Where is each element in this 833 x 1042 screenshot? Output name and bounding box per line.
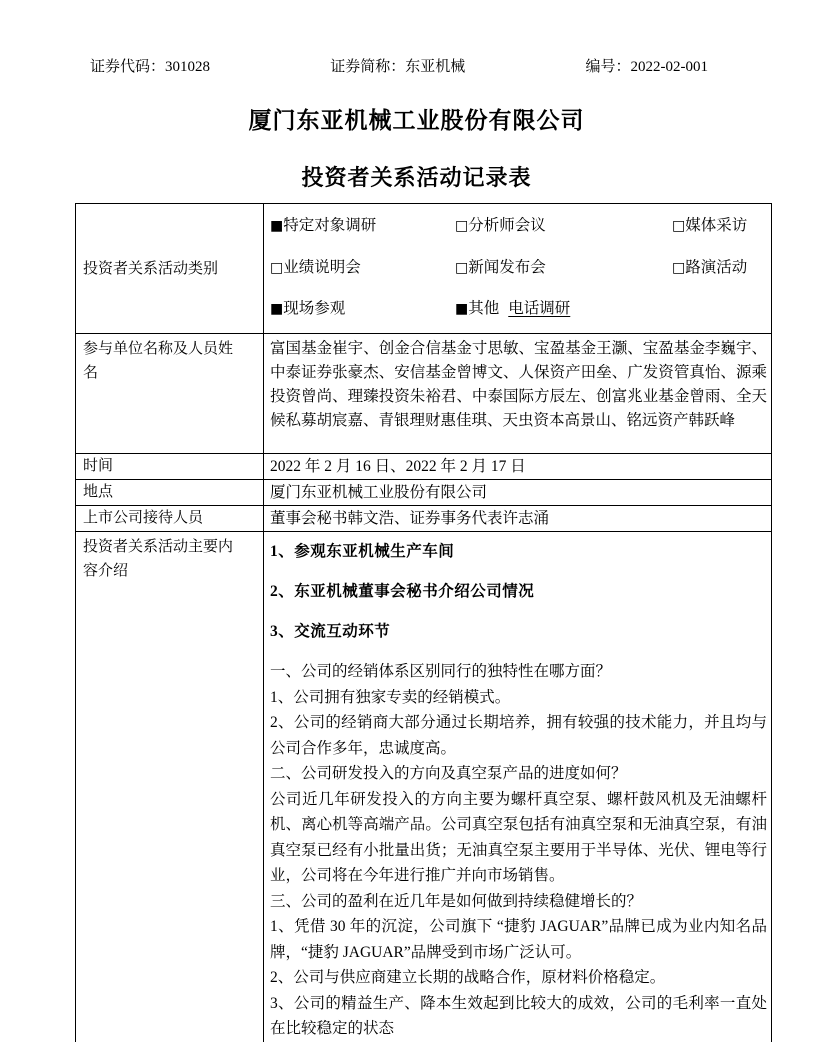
other-option-detail: 电话调研	[508, 300, 571, 317]
stock-code	[90, 57, 210, 77]
option-label: 媒体采访	[685, 217, 748, 234]
qa-question-1: 一、公司的经销体系区别同行的独特性在哪方面？	[270, 663, 612, 680]
qa-answer-1b: 2、公司的经销商大部分通过长期培养，拥有较强的技术能力，并且均与公司合作多年，忠诚度高。	[270, 714, 767, 757]
qa-answer-1a: 1、公司拥有独家专卖的经销模式。	[270, 688, 511, 706]
checkbox-line-2	[270, 257, 767, 279]
row-main-content	[76, 532, 771, 1042]
agenda-item-1: 1、参观东亚机械生产车间	[270, 543, 455, 560]
row-hosts	[76, 506, 771, 532]
agenda-item-3: 3、交流互动环节	[270, 623, 391, 640]
unchecked-checkbox-icon: □	[270, 259, 284, 276]
hosts-value: 董事会秘书韩文浩、证券事务代表许志涌	[270, 510, 550, 527]
record-table	[75, 203, 772, 1042]
page-subtitle: 投资者关系活动记录表	[301, 165, 532, 190]
activity-type-label: 投资者关系活动类别	[76, 204, 264, 333]
qa-answer-2: 公司近几年研发投入的方向主要为螺杆真空泵、螺杆鼓风机及无油螺杆机、离心机等高端产品。公司真空泵包括有油真空泵和无油真空泵，有油真空泵已经有小批量出货；无油真空泵主要用于半导体、光伏、锂电等行业，公司将在今年进行推广并向市场销售。	[270, 790, 767, 884]
location-value: 厦门东亚机械工业股份有限公司	[270, 484, 488, 501]
unchecked-checkbox-icon: □	[455, 259, 469, 276]
stock-name	[330, 57, 465, 77]
checked-checkbox-icon: ■	[270, 301, 284, 317]
row-time	[76, 454, 771, 480]
location-label: 地点	[76, 480, 264, 505]
option-press-conference	[455, 257, 672, 279]
participants-value: 富国基金崔宇、创金合信基金寸思敏、宝盈基金王灏、宝盈基金李巍宇、中泰证券张豪杰、安信基金曾博文、人保资产田垒、广发资管真怡、源乘投资曾尚、理臻投资朱裕君、中泰国际方辰左、创富兆业基金曾雨、全天候私募胡宸嘉、青银理财惠佳琪、天虫资本高景山、铭远资产韩跃峰	[270, 340, 767, 429]
doc-number	[585, 57, 708, 77]
unchecked-checkbox-icon: □	[672, 218, 686, 234]
page-title: 厦门东亚机械工业股份有限公司	[248, 107, 585, 133]
option-site-visit	[270, 298, 455, 320]
qa-question-2: 二、公司研发投入的方向及真空泵产品的进度如何？	[270, 765, 627, 782]
option-media-interview	[672, 215, 747, 237]
document-page	[0, 57, 833, 1037]
time-value: 2022 年 2 月 16 日、2022 年 2 月 17 日	[270, 458, 526, 475]
row-activity-type	[76, 204, 771, 334]
row-location	[76, 480, 771, 506]
doc-number-value: 2022-02-001	[630, 59, 708, 75]
qa-answer-3a: 1、凭借 30 年的沉淀，公司旗下 “捷豹 JAGUAR”品牌已成为业内知名品牌，“捷豹 JAGUAR”品牌受到市场广泛认可。	[270, 918, 767, 961]
time-label: 时间	[76, 454, 264, 479]
option-roadshow	[672, 257, 747, 279]
checked-checkbox-icon: ■	[270, 218, 284, 234]
row-participants	[76, 334, 771, 454]
option-special-object-research	[270, 215, 455, 237]
option-label: 分析师会议	[468, 217, 546, 234]
main-content-value	[264, 532, 771, 1042]
main-content-label: 投资者关系活动主要内容介绍	[76, 532, 264, 1042]
qa-question-3: 三、公司的盈利在近几年是如何做到持续稳健增长的？	[270, 892, 643, 910]
unchecked-checkbox-icon: □	[455, 218, 469, 234]
checkbox-line-3	[270, 298, 767, 320]
unchecked-checkbox-icon: □	[672, 259, 686, 276]
participants-label: 参与单位名称及人员姓名	[76, 334, 264, 453]
activity-type-options	[264, 204, 771, 333]
option-earnings-briefing	[270, 257, 455, 279]
document-meta-line	[90, 57, 708, 77]
checkbox-line-1	[270, 215, 767, 237]
option-label: 特定对象调研	[283, 217, 377, 234]
checked-checkbox-icon: ■	[455, 301, 469, 317]
qa-answer-3b: 2、公司与供应商建立长期的战略合作，原材料价格稳定。	[270, 969, 666, 986]
stock-name-label: 证券简称：	[330, 59, 406, 75]
option-other	[455, 298, 672, 320]
option-label: 新闻发布会	[468, 258, 546, 276]
stock-code-label: 证券代码：	[90, 59, 166, 75]
option-analyst-meeting	[455, 215, 672, 237]
hosts-label: 上市公司接待人员	[76, 506, 264, 531]
option-label: 业绩说明会	[283, 258, 361, 276]
option-label: 路演活动	[685, 258, 748, 276]
stock-code-value: 301028	[165, 59, 211, 75]
qa-answer-3c: 3、公司的精益生产、降本生效起到比较大的成效，公司的毛利率一直处在比较稳定的状态	[270, 994, 767, 1037]
stock-name-value: 东亚机械	[405, 59, 466, 75]
agenda-item-2: 2、东亚机械董事会秘书介绍公司情况	[270, 583, 535, 600]
option-label: 其他	[468, 300, 500, 317]
option-label: 现场参观	[283, 300, 346, 317]
doc-number-label: 编号：	[585, 59, 631, 75]
